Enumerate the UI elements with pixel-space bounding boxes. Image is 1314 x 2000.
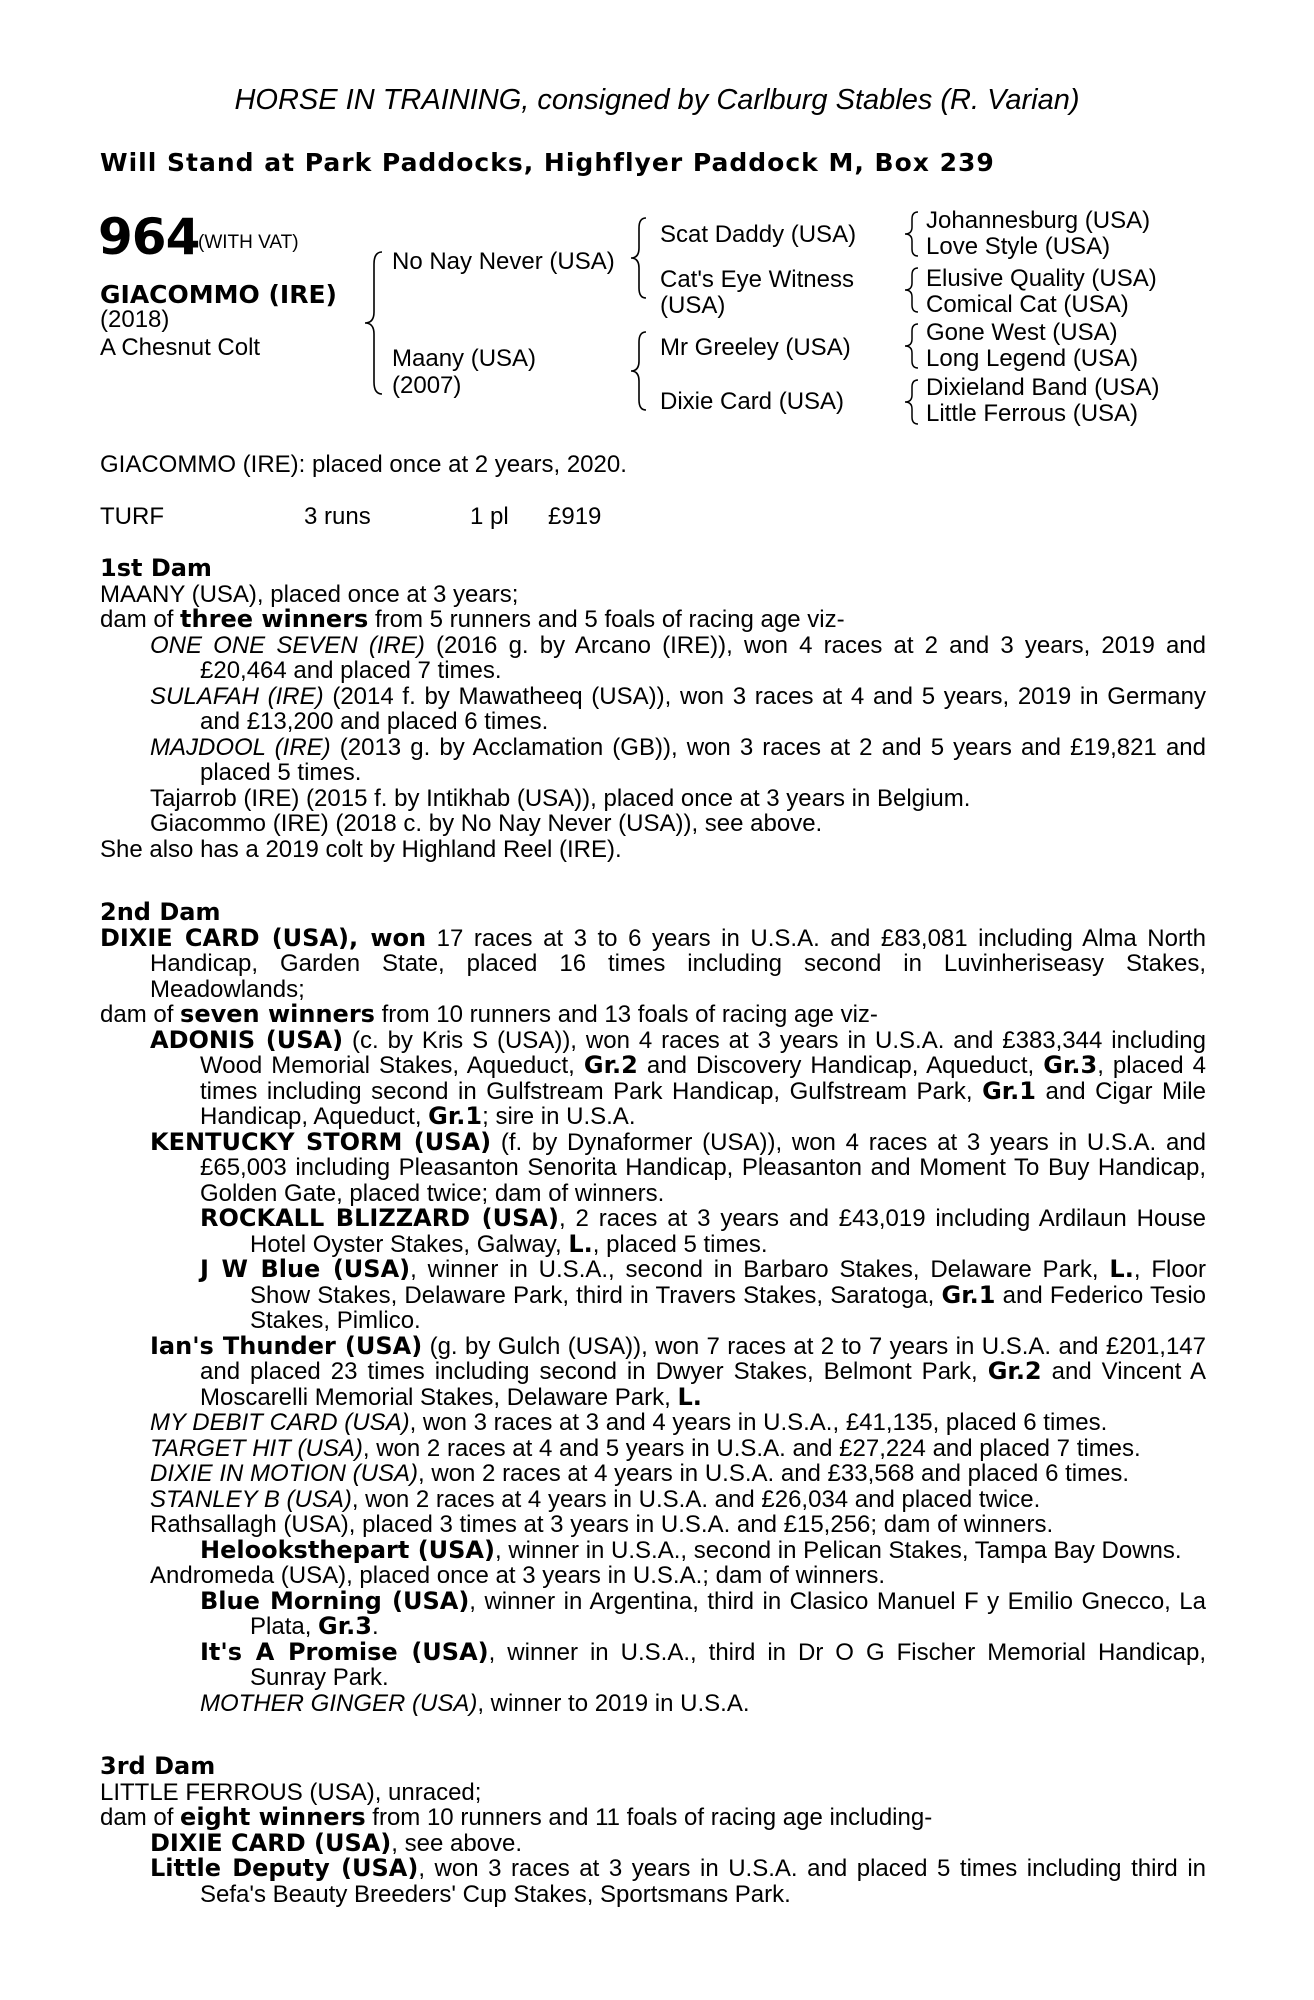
pedigree-sire-dam: Cat's Eye Witness [660,266,854,293]
race-earnings: £919 [548,503,602,530]
pedigree-g3: Elusive Quality (USA) [926,265,1157,292]
produce-my-debit-card: MY DEBIT CARD (USA), won 3 races at 3 and 4 years in U.S.A., £41,135, placed 6 times. [150,1409,1108,1436]
produce-dixie-card: DIXIE CARD (USA), see above. [150,1828,523,1857]
first-dam-line: MAANY (USA), placed once at 3 years; [100,580,519,608]
second-dam-line: DIXIE CARD (USA), won 17 races at 3 to 6 years in U.S.A. and £83,081 including Alma North Handicap, Garden State, placed 16 times including second in Luvinheriseasy Stakes, Meadowlands; [100,923,1206,1003]
produce-target-hit: TARGET HIT (USA), won 2 races at 4 and 5 years in U.S.A. and £27,224 and placed 7 times. [150,1434,1141,1462]
third-dam-line: LITTLE FERROUS (USA), unraced; [100,1778,482,1806]
produce-little-deputy: Little Deputy (USA), won 3 races at 3 years in U.S.A. and placed 5 times including third in Sefa's Beauty Breeders' Cup Stakes, Sportsmans Park. [150,1854,1207,1908]
produce-helooksthepart: Helooksthepart (USA), winner in U.S.A., second in Pelican Stakes, Tampa Bay Downs. [200,1535,1182,1564]
produce-adonis: ADONIS (USA) (c. by Kris S (USA)), won 4 races at 3 years in U.S.A. and £383,344 including Wood Memorial Stakes, Aqueduct, Gr.2 and Discovery Handicap, Aqueduct, Gr.3, placed 4 times including second in Gulfstream Park Handicap, Gulfstream Park, Gr.1 and Cigar Mile Handicap, Aqueduct, Gr.1; sire in U.S.A. [150,1025,1207,1130]
first-dam-heading: 1st Dam [100,554,212,582]
produce-mother-ginger: MOTHER GINGER (USA), winner to 2019 in U.S.A. [200,1689,750,1717]
consignment-line: HORSE IN TRAINING, consigned by Carlburg Stables (R. Varian) [234,84,1080,116]
lot-number: 964 [98,208,200,266]
race-runs: 3 runs [304,503,371,530]
pedigree-g2: Love Style (USA) [926,233,1111,260]
race-surface: TURF [100,503,164,530]
pedigree-dam-sire: Mr Greeley (USA) [660,334,851,361]
first-dam-produce-line: dam of three winners from 5 runners and 5 foals of racing age viz- [100,605,845,633]
produce-its-a-promise: It's A Promise (USA), winner in U.S.A., third in Dr O G Fischer Memorial Handicap, Sunray Park. [200,1637,1207,1691]
first-dam-note: She also has a 2019 colt by Highland Reel (IRE). [100,835,622,863]
pedigree-brace-dam [628,330,648,412]
race-placed: 1 pl [470,503,509,530]
second-dam-produce-line: dam of seven winners from 10 runners and 13 foals of racing age viz- [100,1000,878,1028]
second-dam-heading: 2nd Dam [100,898,221,926]
produce-tajarrob: Tajarrob (IRE) (2015 f. by Intikhab (USA)), placed once at 3 years in Belgium. [150,784,971,812]
pedigree-g4: Comical Cat (USA) [926,291,1129,318]
pedigree-brace-g34 [902,266,920,314]
pedigree-dam-year: (2007) [392,372,462,399]
pedigree-g5: Gone West (USA) [926,319,1118,346]
horse-year: (2018) [100,306,170,333]
horse-name: GIACOMMO (IRE) [100,280,337,309]
location-line: Will Stand at Park Paddocks, Highflyer Paddock M, Box 239 [100,148,995,177]
pedigree-sire-dam-line2: (USA) [660,292,726,319]
produce-blue-morning: Blue Morning (USA), winner in Argentina, third in Clasico Manuel F y Emilio Gnecco, La Plata, Gr.3. [200,1586,1207,1640]
produce-dixie-in-motion: DIXIE IN MOTION (USA), won 2 races at 4 years in U.S.A. and £33,568 and placed 6 times. [150,1460,1130,1487]
pedigree-brace-g78 [902,378,920,426]
third-dam-heading: 3rd Dam [100,1752,216,1780]
third-dam-produce-line: dam of eight winners from 10 runners and 11 foals of racing age including- [100,1803,933,1831]
produce-andromeda: Andromeda (USA), placed once at 3 years in U.S.A.; dam of winners. [150,1562,886,1589]
pedigree-brace-g12 [902,210,920,258]
horse-description: A Chesnut Colt [100,334,261,361]
produce-ians-thunder: Ian's Thunder (USA) (g. by Gulch (USA)), won 7 races at 2 to 7 years in U.S.A. and £201,147 and placed 23 times including second in Dwyer Stakes, Belmont Park, Gr.2 and Vincent A Moscarelli Memorial Stakes, Delaware Park, L. [150,1331,1207,1411]
produce-rathsallagh: Rathsallagh (USA), placed 3 times at 3 years in U.S.A. and £15,256; dam of winners. [150,1511,1054,1538]
pedigree-g6: Long Legend (USA) [926,345,1139,372]
pedigree-dam-dam: Dixie Card (USA) [660,388,845,415]
produce-rockall-blizzard: ROCKALL BLIZZARD (USA), 2 races at 3 years and £43,019 including Ardilaun House Hotel Oyster Stakes, Galway, L., placed 5 times. [200,1204,1207,1258]
pedigree-g1: Johannesburg (USA) [926,207,1151,234]
produce-jw-blue: J W Blue (USA), winner in U.S.A., second in Barbaro Stakes, Delaware Park, L., Floor Show Stakes, Delaware Park, third in Travers Stakes, Saratoga, Gr.1 and Federico Tesio Stakes, Pimlico. [200,1255,1207,1334]
pedigree-brace-sire [628,216,648,300]
produce-kentucky-storm: KENTUCKY STORM (USA) (f. by Dynaformer (USA)), won 4 races at 3 years in U.S.A. and £65,003 including Pleasanton Senorita Handicap, Pleasanton and Moment To Buy Handicap, Golden Gate, placed twice; dam of winners. [150,1127,1207,1207]
pedigree-g8: Little Ferrous (USA) [926,400,1139,427]
produce-one-one-seven: ONE ONE SEVEN (IRE) (2016 g. by Arcano (IRE)), won 4 races at 2 and 3 years, 2019 and £20,464 and placed 7 times. [150,631,1206,684]
pedigree-g7: Dixieland Band (USA) [926,374,1160,401]
pedigree-sire-sire: Scat Daddy (USA) [660,221,857,248]
produce-majdool: MAJDOOL (IRE) (2013 g. by Acclamation (GB)), won 3 races at 2 and 5 years and £19,821 and placed 5 times. [150,733,1206,786]
family-section [100,556,1206,1907]
produce-sulafah: SULAFAH (IRE) (2014 f. by Mawatheeq (USA)), won 3 races at 4 and 5 years, 2019 in Germany and £13,200 and placed 6 times. [150,682,1207,735]
vat-note: (WITH VAT) [198,232,299,253]
pedigree-brace-g56 [902,322,920,370]
produce-giacommo: Giacommo (IRE) (2018 c. by No Nay Never (USA)), see above. [150,810,823,837]
produce-stanley-b: STANLEY B (USA), won 2 races at 4 years in U.S.A. and £26,034 and placed twice. [150,1485,1041,1513]
pedigree-dam: Maany (USA) [392,345,537,372]
race-record-summary: GIACOMMO (IRE): placed once at 2 years, 2020. [100,451,627,478]
pedigree-brace-main [362,250,384,396]
pedigree-sire: No Nay Never (USA) [392,248,615,275]
